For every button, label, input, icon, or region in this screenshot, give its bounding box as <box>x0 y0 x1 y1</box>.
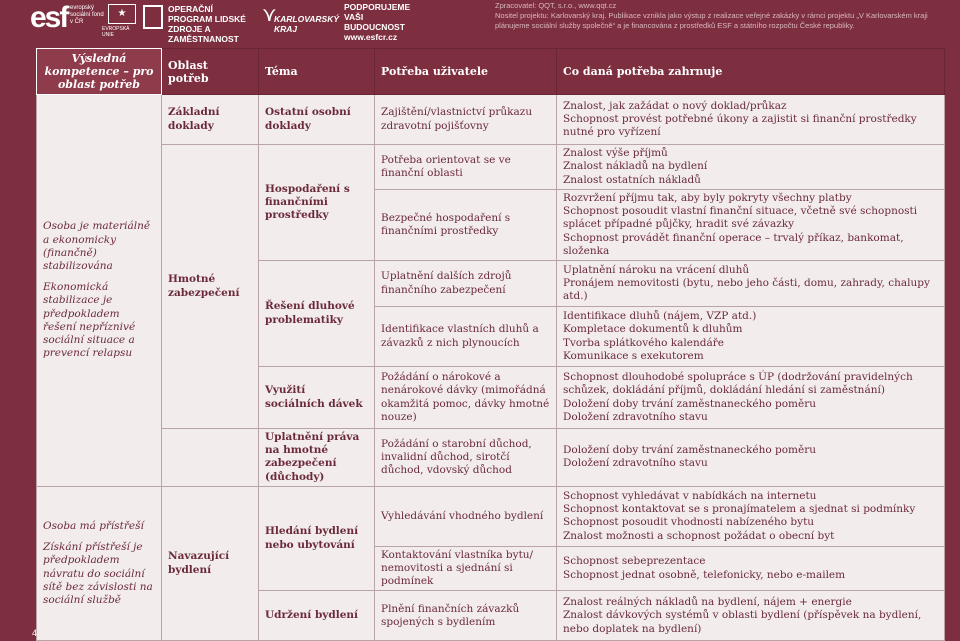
tema-cell: Hospodaření s finančními prostředky <box>259 145 375 261</box>
kompetence-2-p2: Získání přístřeší je předpokladem návratu do sociální sítě bez závislosti na sociální službě <box>43 541 153 607</box>
potreba-cell: Zajištění/vlastnictví průkazu zdravotní pojišťovny <box>375 95 557 145</box>
co-cell: Doložení doby trvání zaměstnaneckého poměru Doložení zdravotního stavu <box>557 429 945 487</box>
kompetence-cell-1 <box>37 95 162 487</box>
tema-cell: Řešení dluhové problematiky <box>259 261 375 367</box>
potreba-cell: Požádání o nárokové a nenárokové dávky (mimořádná okamžitá pomoc, dávky hmotné nouze) <box>375 367 557 429</box>
op-logo-icon <box>143 5 163 29</box>
oblast-cell: Navazující bydlení <box>162 486 259 641</box>
kraj-logo <box>262 2 342 36</box>
header-kompetence: Výsledná kompetence – pro oblast potřeb <box>37 49 162 95</box>
co-cell: Znalost reálných nákladů na bydlení, nájem + energie Znalost dávkových systémů v oblasti bydlení (příspěvek na bydlení, nebo doplatek na bydlení) <box>557 591 945 641</box>
potreba-cell: Potřeba orientovat se ve finanční oblasti <box>375 145 557 190</box>
tema-cell: Udržení bydlení <box>259 591 375 641</box>
esf-logo-text: esf <box>30 1 68 34</box>
table-header-row <box>37 49 945 95</box>
pv-logo <box>344 2 434 42</box>
eu-text: EVROPSKÁ UNIE <box>102 26 130 38</box>
co-cell: Identifikace dluhů (nájem, VZP atd.) Kompletace dokumentů k dluhům Tvorba splátkového kalendáře Komunikace s exekutorem <box>557 307 945 367</box>
header-potreba: Potřeba uživatele <box>375 49 557 95</box>
credit-line-1: Zpracovatel: QQT, s.r.o., www.qqt.cz <box>495 1 617 10</box>
esf-logo <box>30 1 138 38</box>
potreba-cell: Požádání o starobní důchod, invalidní důchod, sirotčí důchod, vdovský důchod <box>375 429 557 487</box>
potreba-cell: Bezpečné hospodaření s finančními prostředky <box>375 190 557 261</box>
credit-line-2: Nositel projektu: Karlovarský kraj. Publikace vznikla jako výstup z realizace veřejné zakázky v rámci projektu „V Karlovarském kraji plánujeme sociální služby společně“ a je financována z prostředků ESF a státního rozpočtu České republiky. <box>495 11 928 30</box>
tema-cell: Ostatní osobní doklady <box>259 95 375 145</box>
op-logo-text: OPERAČNÍ PROGRAM LIDSKÉ ZDROJE A ZAMĚSTNANOST <box>168 4 246 44</box>
header-tema: Téma <box>259 49 375 95</box>
op-logo <box>143 2 258 44</box>
header-co: Co daná potřeba zahrnuje <box>557 49 945 95</box>
page-number: 4 <box>32 628 38 638</box>
table-row <box>37 95 945 145</box>
needs-table <box>36 48 945 641</box>
potreba-cell: Uplatnění dalších zdrojů finančního zabezpečení <box>375 261 557 307</box>
potreba-cell: Vyhledávání vhodného bydlení <box>375 486 557 546</box>
co-cell: Znalost, jak zažádat o nový doklad/průkaz Schopnost provést potřebné úkony a zajistit si finanční prostředky nutné pro vyřízení <box>557 95 945 145</box>
kraj-logo-text: KARLOVARSKÝ KRAJ <box>274 14 340 34</box>
header-oblast: Oblast potřeb <box>162 49 259 95</box>
co-cell: Schopnost sebeprezentace Schopnost jednat osobně, telefonicky, nebo e-mailem <box>557 546 945 591</box>
kompetence-2-p1: Osoba má přístřeší <box>43 520 144 533</box>
oblast-cell: Základní doklady <box>162 95 259 145</box>
header-band <box>0 0 960 44</box>
co-cell: Uplatnění nároku na vrácení dluhů Pronájem nemovitosti (bytu, nebo jeho části, domu, zahrady, chalupy atd.) <box>557 261 945 307</box>
pv-logo-text: PODPORUJEME VAŠI BUDOUCNOST www.esfcr.cz <box>344 2 411 42</box>
potreba-cell: Kontaktování vlastníka bytu/ nemovitosti a sjednání si podmínek <box>375 546 557 591</box>
esf-small-text: evropský sociální fond v ČR <box>70 5 104 25</box>
co-cell: Schopnost dlouhodobé spolupráce s ÚP (dodržování pravidelných schůzek, dokládání příjmů, dokládání hledání si zaměstnání) Doložení doby trvání zaměstnaneckého poměru Doložení zdravotního stavu <box>557 367 945 429</box>
co-cell: Rozvržení příjmu tak, aby byly pokryty všechny platby Schopnost posoudit vlastní finanční situace, včetně své schopnosti splácet případné půjčky, hradit své závazky Schopnost provádět finanční operace – trvalý příkaz, bankomat, složenka <box>557 190 945 261</box>
oblast-cell-empty <box>162 429 259 487</box>
credit-text <box>495 1 955 31</box>
kraj-logo-icon: ⋎ <box>262 4 277 26</box>
kompetence-cell-2 <box>37 486 162 641</box>
tema-cell: Hledání bydlení nebo ubytování <box>259 486 375 591</box>
co-cell: Schopnost vyhledávat v nabídkách na internetu Schopnost kontaktovat se s pronajímatelem a sjednat si podmínky Schopnost posoudit vhodnosti nabízeného bytu Znalost možnosti a schopnost požádat o obecní byt <box>557 486 945 546</box>
table-row <box>37 486 945 546</box>
potreba-cell: Identifikace vlastních dluhů a závazků z nich plynoucích <box>375 307 557 367</box>
co-cell: Znalost výše příjmů Znalost nákladů na bydlení Znalost ostatních nákladů <box>557 145 945 190</box>
eu-flag-icon: ★ <box>108 4 136 24</box>
table-row <box>37 429 945 487</box>
kompetence-1-p1: Osoba je materiálně a ekonomicky (finančně) stabilizována <box>43 220 151 272</box>
kompetence-1-p2: Ekonomická stabilizace je předpokladem řešení nepříznivé sociální situace a prevencí relapsu <box>43 281 136 360</box>
oblast-cell: Hmotné zabezpečení <box>162 145 259 429</box>
table-row <box>37 145 945 190</box>
potreba-cell: Plnění finančních závazků spojených s bydlením <box>375 591 557 641</box>
tema-cell: Využití sociálních dávek <box>259 367 375 429</box>
tema-cell: Uplatnění práva na hmotné zabezpečení (důchody) <box>259 429 375 487</box>
